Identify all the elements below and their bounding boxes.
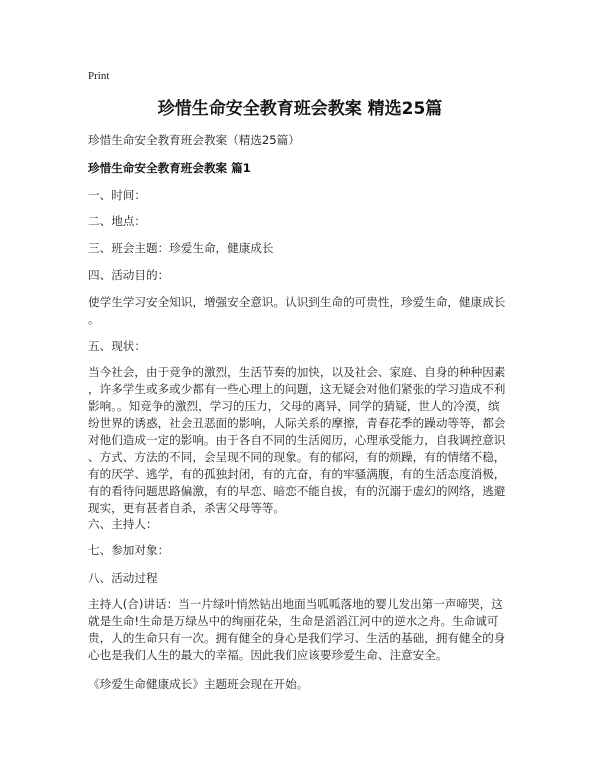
- status-line: 当今社会，由于竞争的激烈，生活节奏的加快，以及社会、家庭、自身的种种因素: [88, 365, 506, 379]
- item-process: 八、活动过程: [88, 571, 158, 585]
- item-host: 六、主持人：: [88, 517, 158, 531]
- status-paragraph: [88, 364, 518, 517]
- goal-line: 。: [88, 312, 100, 326]
- status-line: 、方式、方法的不同，会呈现不同的现象。有的郁闷，有的烦躁，有的情绪不稳，: [88, 450, 506, 464]
- item-place: 二、地点：: [88, 214, 146, 228]
- status-line: 影响。。知竞争的激烈，学习的压力，父母的离异，同学的猜疑，世人的冷漠，缤: [88, 399, 500, 413]
- section-heading: 珍惜生命安全教育班会教案 篇1: [88, 161, 251, 175]
- status-line: ，许多学生或多或少都有一些心理上的问题，这无疑会对他们紧张的学习造成不利: [88, 382, 506, 396]
- goal-paragraph: [88, 294, 518, 328]
- item-participants: 七、参加对象：: [88, 543, 170, 557]
- item-time: 一、时间：: [88, 188, 146, 202]
- process-paragraph: [88, 596, 518, 664]
- closing-text: 《珍爱生命健康成长》主题班会现在开始。: [88, 677, 309, 691]
- item-goal: 四、活动目的：: [88, 268, 170, 282]
- status-line: 对他们造成一定的影响。由于各自不同的生活阅历，心理承受能力，自我调控意识: [88, 433, 506, 447]
- status-line: 现实，更有甚者自杀，杀害父母等等。: [88, 501, 286, 515]
- goal-line: 使学生学习安全知识，增强安全意识。认识到生命的可贵性，珍爱生命，健康成长: [88, 295, 506, 309]
- process-line: 主持人(合)讲话：当一片绿叶悄然钻出地面当呱呱落地的婴儿发出第一声啼哭，这: [88, 597, 503, 611]
- item-theme: 三、班会主题：珍爱生命，健康成长: [88, 241, 274, 255]
- process-line: 心也是我们人生的最大的幸福。因此我们应该要珍爱生命、注意安全。: [88, 648, 448, 662]
- process-line: 贵，人的生命只有一次。拥有健全的身心是我们学习、生活的基础，拥有健全的身: [88, 631, 506, 645]
- print-link[interactable]: Print: [88, 70, 110, 82]
- status-line: 有的看待问题思路偏激，有的早恋、暗恋不能自拔，有的沉溺于虚幻的网络，逃避: [88, 484, 506, 498]
- process-line: 就是生命!生命是万绿丛中的绚丽花朵，生命是滔滔江河中的逆水之舟。生命诚可: [88, 614, 499, 628]
- intro-text: 珍惜生命安全教育班会教案（精选25篇）: [88, 133, 300, 147]
- status-line: 有的厌学、逃学，有的孤独封闭，有的亢奋，有的牢骚满腹，有的生活态度消极，: [88, 467, 506, 481]
- page-title: 珍惜生命安全教育班会教案 精选25篇: [157, 99, 443, 119]
- status-line: 纷世界的诱惑，社会丑恶面的影响，人际关系的摩擦，青春花季的躁动等等，都会: [88, 416, 506, 430]
- item-status: 五、现状：: [88, 339, 146, 353]
